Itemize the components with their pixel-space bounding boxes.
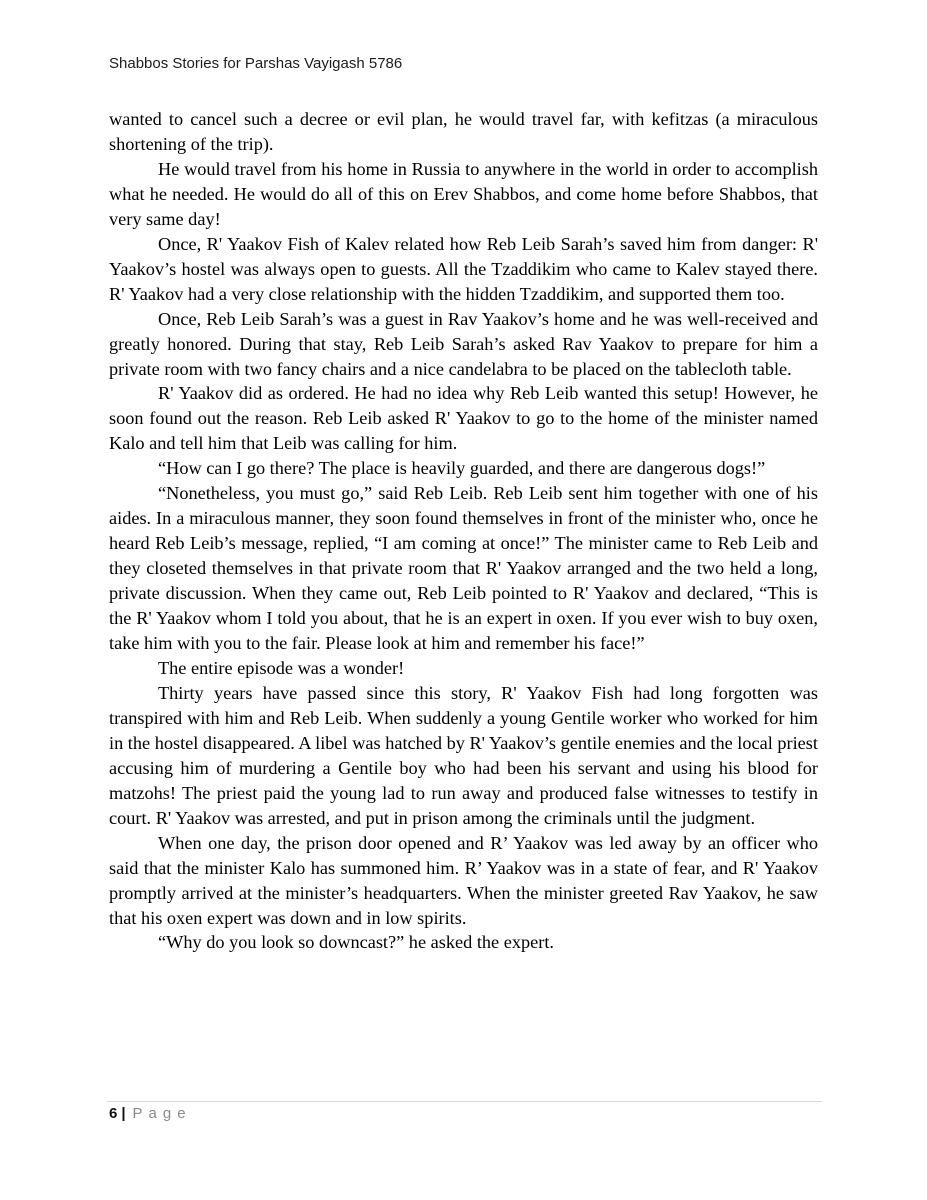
page-header — [109, 54, 818, 74]
page-label: Page — [132, 1105, 192, 1122]
footer-separator: | — [121, 1105, 126, 1122]
document-body — [109, 107, 818, 955]
paragraph: Once, R' Yaakov Fish of Kalev related how Reb Leib Sarah’s saved him from danger: R' Yaakov’s hostel was always open to guests. All the Tzaddikim who came to Kalev stayed there. R' Yaakov had a very close relationship with the hidden Tzaddikim, and supported them too. — [109, 233, 818, 304]
paragraph: The entire episode was a wonder! — [158, 657, 405, 678]
header-title: Shabbos Stories for Parshas Vayigash 5786 — [109, 55, 403, 72]
paragraph: R' Yaakov did as ordered. He had no idea why Reb Leib wanted this setup! However, he soon found out the reason. Reb Leib asked R' Yaakov to go to the home of the minister named Kalo and tell him that Leib was calling for him. — [109, 383, 818, 454]
paragraph: He would travel from his home in Russia to anywhere in the world in order to accomplish what he needed. He would do all of this on Erev Shabbos, and come home before Shabbos, that very same day! — [109, 158, 818, 229]
paragraph: Thirty years have passed since this story, R' Yaakov Fish had long forgotten was transpired with him and Reb Leib. When suddenly a young Gentile worker who worked for him in the hostel disappeared. A libel was hatched by R' Yaakov’s gentile enemies and the local priest accusing him of murdering a Gentile boy who had been his servant and using his blood for matzohs! The priest paid the young lad to run away and produced false witnesses to testify in court. R' Yaakov was arrested, and put in prison among the criminals until the judgment. — [109, 682, 818, 828]
paragraph: wanted to cancel such a decree or evil plan, he would travel far, with kefitzas (a miraculous shortening of the trip). — [109, 109, 818, 154]
page-footer — [109, 1104, 192, 1124]
paragraph: “How can I go there? The place is heavily guarded, and there are dangerous dogs!” — [158, 458, 766, 479]
paragraph: When one day, the prison door opened and R’ Yaakov was led away by an officer who said that the minister Kalo has summoned him. R’ Yaakov was in a state of fear, and R' Yaakov promptly arrived at the minister’s headquarters. When the minister greeted Rav Yaakov, he saw that his oxen expert was down and in low spirits. — [109, 832, 818, 928]
page-number: 6 — [109, 1105, 118, 1122]
paragraph: “Nonetheless, you must go,” said Reb Leib. Reb Leib sent him together with one of his aides. In a miraculous manner, they soon found themselves in front of the minister who, once he heard Reb Leib’s message, replied, “I am coming at once!” The minister came to Reb Leib and they closeted themselves in that private room that R' Yaakov arranged and the two held a long, private discussion. When they came out, Reb Leib pointed to R' Yaakov and declared, “This is the R' Yaakov whom I told you about, that he is an expert in oxen. If you ever wish to buy oxen, take him with you to the fair. Please look at him and remember his face!” — [109, 483, 818, 654]
paragraph: Once, Reb Leib Sarah’s was a guest in Rav Yaakov’s home and he was well-received and greatly honored. During that stay, Reb Leib Sarah’s asked Rav Yaakov to prepare for him a private room with two fancy chairs and a nice candelabra to be placed on the tablecloth table. — [109, 308, 818, 379]
footer-divider — [107, 1101, 822, 1102]
paragraph: “Why do you look so downcast?” he asked the expert. — [158, 932, 554, 953]
